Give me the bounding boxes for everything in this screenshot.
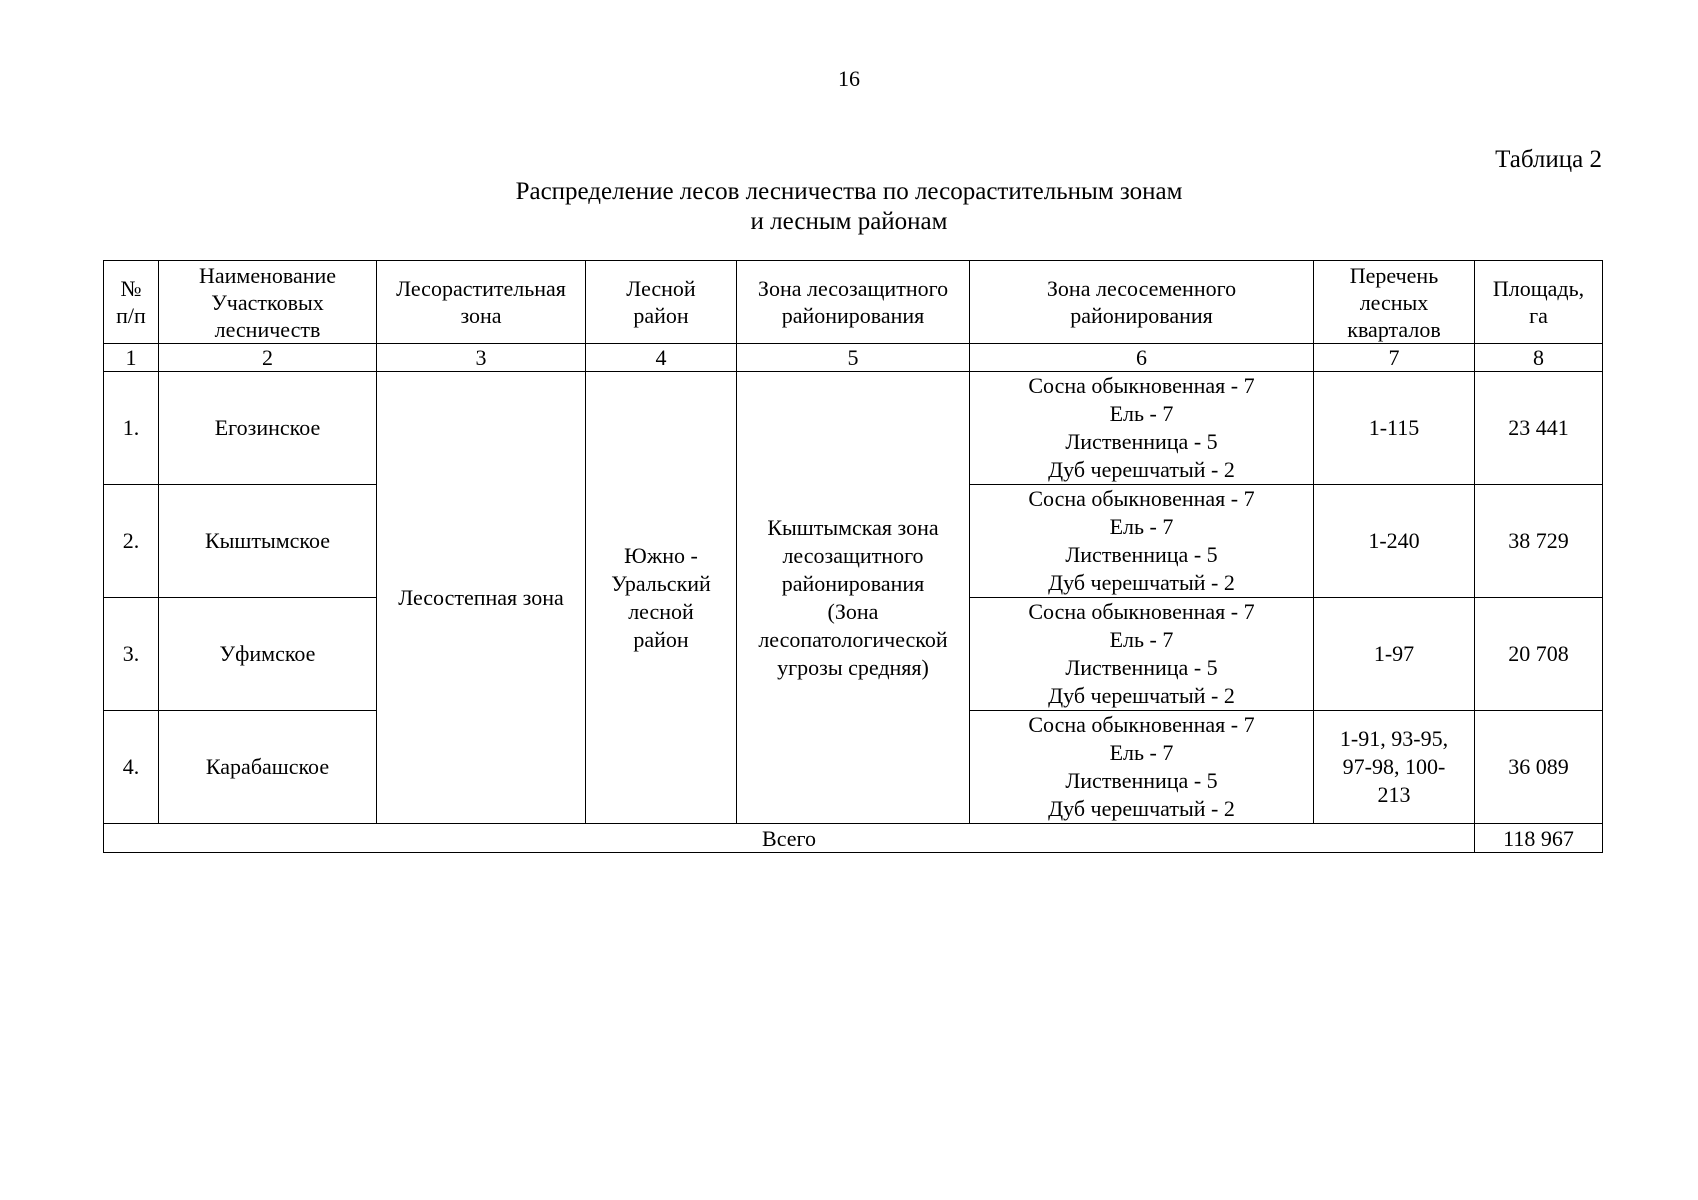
quarters-text: 97-98, 100- xyxy=(1342,754,1446,779)
header-text: Участковых xyxy=(211,289,324,315)
header-cell-number xyxy=(104,261,159,344)
header-cell-area xyxy=(1475,261,1603,344)
header-cell-forestry-name xyxy=(159,261,377,344)
seed-zone-text: Сосна обыкновенная - 7 xyxy=(1028,599,1255,624)
district-text: лесной xyxy=(628,598,694,624)
column-number: 6 xyxy=(970,344,1314,372)
forestry-name: Егозинское xyxy=(159,372,377,485)
area-cell: 23 441 xyxy=(1475,372,1603,485)
seed-zone-cell xyxy=(970,485,1314,598)
district-text: Уральский xyxy=(611,570,711,596)
quarters-text: 1-240 xyxy=(1368,528,1420,553)
header-text: Площадь, xyxy=(1492,276,1585,301)
header-text: лесных xyxy=(1359,289,1429,315)
header-cell-forest-district xyxy=(586,261,737,344)
column-number: 8 xyxy=(1475,344,1603,372)
protection-zone-text: Кыштымская зона xyxy=(767,514,939,540)
header-text: Лесорастительная xyxy=(396,276,566,301)
quarters-cell xyxy=(1314,372,1475,485)
seed-zone-text: Ель - 7 xyxy=(1109,401,1174,426)
seed-zone-text: Сосна обыкновенная - 7 xyxy=(1028,712,1255,737)
header-cell-seed-zone xyxy=(970,261,1314,344)
protection-zone-text: лесопатологической xyxy=(758,626,948,652)
header-text: п/п xyxy=(116,303,146,328)
page-number: 16 xyxy=(838,66,860,91)
protection-zone-text: районирования xyxy=(781,570,925,596)
column-number: 4 xyxy=(586,344,737,372)
header-text: кварталов xyxy=(1347,316,1441,342)
seed-zone-cell xyxy=(970,711,1314,824)
protection-zone-text: лесозащитного xyxy=(782,542,924,568)
vegetation-zone-cell: Лесостепная зона xyxy=(377,372,586,824)
header-text: Лесной xyxy=(626,276,696,301)
quarters-cell xyxy=(1314,711,1475,824)
header-text: га xyxy=(1529,303,1548,328)
header-text: зона xyxy=(460,303,502,328)
quarters-text: 1-97 xyxy=(1373,641,1415,666)
area-cell: 20 708 xyxy=(1475,598,1603,711)
total-row xyxy=(104,824,1603,853)
seed-zone-text: Ель - 7 xyxy=(1109,627,1174,652)
column-number: 7 xyxy=(1314,344,1475,372)
header-row xyxy=(104,261,1603,344)
protection-zone-cell xyxy=(737,372,970,824)
quarters-text: 1-91, 93-95, xyxy=(1339,726,1449,751)
forestry-name: Кыштымское xyxy=(159,485,377,598)
header-cell-protection-zone xyxy=(737,261,970,344)
seed-zone-text: Ель - 7 xyxy=(1109,740,1174,765)
seed-zone-text: Лиственница - 5 xyxy=(1065,429,1218,454)
header-text: Зона лесосеменного xyxy=(1046,276,1237,301)
header-cell-vegetation-zone xyxy=(377,261,586,344)
header-text: лесничеств xyxy=(214,316,321,342)
seed-zone-text: Дуб черешчатый - 2 xyxy=(1048,570,1235,595)
seed-zone-text: Лиственница - 5 xyxy=(1065,768,1218,793)
table-title-line: Распределение лесов лесничества по лесорастительным зонам xyxy=(515,178,1183,205)
forest-district-cell xyxy=(586,372,737,824)
header-text: Перечень xyxy=(1349,262,1439,288)
header-text: районирования xyxy=(781,303,925,328)
seed-zone-cell xyxy=(970,598,1314,711)
row-number: 4. xyxy=(104,711,159,824)
column-number: 2 xyxy=(159,344,377,372)
seed-zone-text: Ель - 7 xyxy=(1109,514,1174,539)
table-title-line: и лесным районам xyxy=(750,208,948,235)
table-row xyxy=(104,372,1603,485)
district-text: Южно - xyxy=(624,542,698,568)
seed-zone-cell xyxy=(970,372,1314,485)
header-text: Наименование xyxy=(198,262,337,288)
seed-zone-text: Сосна обыкновенная - 7 xyxy=(1028,373,1255,398)
seed-zone-text: Сосна обыкновенная - 7 xyxy=(1028,486,1255,511)
quarters-text: 1-115 xyxy=(1368,415,1420,440)
area-cell: 38 729 xyxy=(1475,485,1603,598)
column-number: 1 xyxy=(104,344,159,372)
row-number: 2. xyxy=(104,485,159,598)
column-number: 3 xyxy=(377,344,586,372)
seed-zone-text: Лиственница - 5 xyxy=(1065,542,1218,567)
forestry-name: Уфимское xyxy=(159,598,377,711)
header-text: районирования xyxy=(1070,303,1213,328)
header-text: № xyxy=(120,276,142,301)
quarters-cell xyxy=(1314,485,1475,598)
seed-zone-text: Лиственница - 5 xyxy=(1065,655,1218,680)
column-number: 5 xyxy=(737,344,970,372)
area-cell: 36 089 xyxy=(1475,711,1603,824)
quarters-text: 213 xyxy=(1377,782,1411,807)
column-number-row xyxy=(104,344,1603,372)
total-label: Всего xyxy=(104,824,1475,853)
district-text: район xyxy=(633,626,689,652)
protection-zone-text: (Зона xyxy=(827,598,879,624)
quarters-cell xyxy=(1314,598,1475,711)
row-number: 1. xyxy=(104,372,159,485)
forestry-name: Карабашское xyxy=(159,711,377,824)
seed-zone-text: Дуб черешчатый - 2 xyxy=(1048,683,1235,708)
row-number: 3. xyxy=(104,598,159,711)
forest-distribution-table xyxy=(103,260,1603,853)
header-text: район xyxy=(633,303,689,328)
seed-zone-text: Дуб черешчатый - 2 xyxy=(1048,457,1235,482)
total-area: 118 967 xyxy=(1475,824,1603,853)
table-label: Таблица 2 xyxy=(1495,146,1602,173)
header-cell-quarters xyxy=(1314,261,1475,344)
protection-zone-text: угрозы средняя) xyxy=(777,654,929,680)
seed-zone-text: Дуб черешчатый - 2 xyxy=(1048,796,1235,821)
header-text: Зона лесозащитного xyxy=(757,276,949,301)
table-title xyxy=(0,177,1698,237)
